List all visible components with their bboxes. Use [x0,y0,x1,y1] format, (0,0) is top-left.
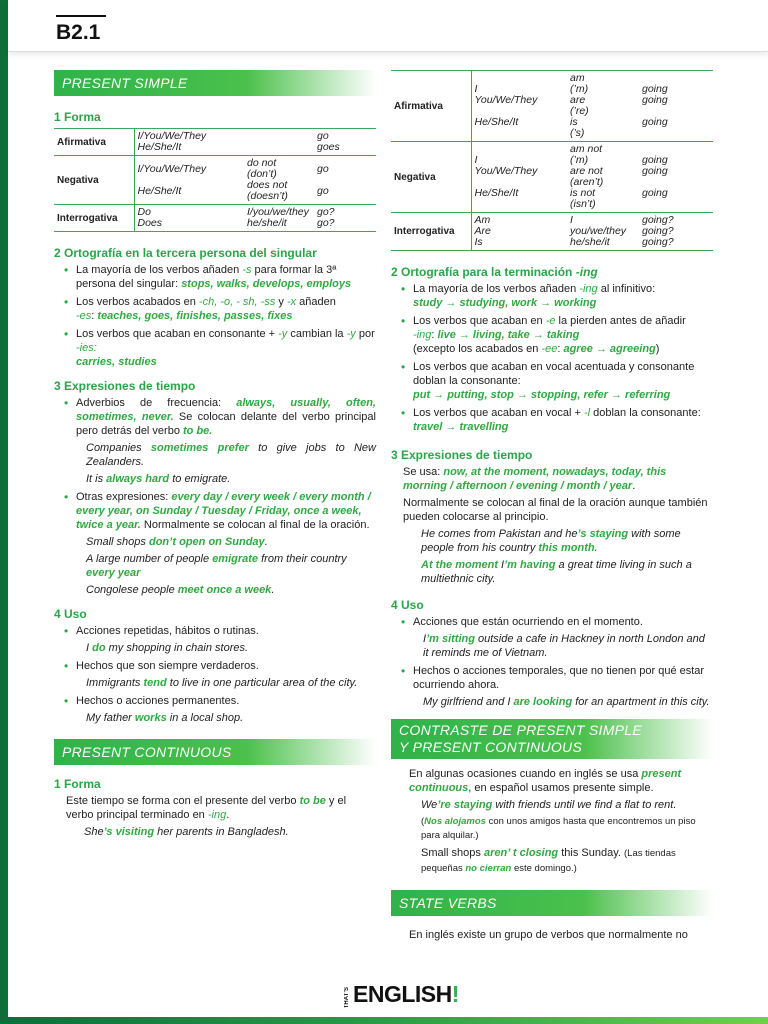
text: (Las tiendas pequeñas [421,848,676,874]
expresiones-heading: 3 Expresiones de tiempo [391,448,533,462]
list-item [401,615,713,660]
text: every year [86,567,141,579]
uso-list [401,615,713,709]
expresiones-note: Normalmente se colocan al final de la oración aunque también pueden colocarse al principio. [403,497,708,523]
present-continuous-banner: PRESENT CONTINUOUS [54,739,376,765]
list-item [401,282,713,310]
text: -ch, -o, - sh, -ss [198,296,276,308]
text: for an apartment in this city. [572,696,710,708]
text: Companies [86,442,151,454]
ortografia-heading: 2 Ortografía en la tercera persona del singular [54,246,317,260]
example [84,825,376,839]
text: Este tiempo se forma con el presente del verbo [66,795,300,807]
ortografia-ing-heading [391,265,713,279]
list-item [64,295,376,323]
aux-cell: am (’m) are (’re) is (’s) [570,72,589,139]
text: I [86,642,93,654]
text: do [92,642,106,654]
text: La mayoría de los verbos añaden [76,264,243,276]
text: We [421,799,438,811]
text: -ing [579,283,598,295]
contraste-text [409,767,713,795]
text: cambian la [287,328,347,340]
example [421,558,713,586]
text: PRESENT SIMPLE [516,722,643,738]
text: to emigrate. [169,473,231,485]
expresiones-text: Se usa: now, at the moment, nowadays, today, this morning / afternoon / evening / month / year. [403,466,667,492]
text: -ee [541,343,558,355]
table-row [391,142,713,213]
text: Se colocan delante del verbo principal pero detrás del verbo [76,411,376,437]
list-item [401,664,713,709]
text: Hechos que son siempre verdaderos. [76,660,259,672]
present-simple-banner: PRESENT SIMPLE [54,70,376,96]
text: -ies: [76,342,97,354]
row-label: Afirmativa [391,71,471,142]
text: emigrate [212,553,259,565]
text: este domingo.) [511,863,577,874]
text: por [355,328,375,340]
text: con unos amigos hasta que encontremos un piso para alquilar.) [421,816,696,841]
text: present continuous [409,768,682,794]
example [421,846,713,876]
forma2-heading: 1 Forma [54,777,101,791]
text: CONTRASTE DE [399,722,517,738]
table-row [391,71,713,142]
text: -es [76,310,92,322]
state-verbs-banner: STATE VERBS [391,890,713,916]
text: Small shops [421,847,484,859]
example [423,632,713,660]
text: . [271,584,275,596]
text: aren’ t closing [483,847,559,859]
forma-heading: 1 Forma [54,110,101,124]
text: , en español usamos presente simple. [468,782,654,794]
present-simple-table [54,128,376,232]
text: sometimes prefer [150,442,249,454]
list-item [64,263,376,291]
text: agree → agreeing [563,343,656,355]
verb-cell: go go [317,162,329,197]
text: works [134,712,167,724]
text: Los verbos que acaban en consonante + [76,328,279,340]
text: : [91,310,98,322]
example [86,583,376,597]
text: Normalmente se colocan al final de la oración. [140,519,370,531]
ortografia-list [64,263,376,369]
text: A large number of people [86,553,213,565]
expresiones-list [64,396,376,597]
text: to live in one particular area of the city. [166,677,358,689]
text: meet once a week [177,584,272,596]
text: y el verbo principal terminado en [66,795,347,821]
text: a great time living in such a multiethnic city. [421,559,692,585]
list-item [64,327,376,369]
example [86,552,376,580]
text: to be. [183,425,213,437]
state-verbs-text: En inglés existe un grupo de verbos que normalmente no [409,929,688,941]
text: Los verbos que acaban en vocal acentuada y consonante doblan la consonante: [413,361,695,387]
text: al infinitivo: [597,283,656,295]
text: ) [655,343,660,355]
text: Nos alojamos [424,816,486,827]
text: Otras expresiones: [76,491,172,503]
text: Y [399,739,413,755]
text: -l [583,407,591,419]
text: . [264,536,268,548]
text: ’s visiting [103,826,155,838]
list-item [401,360,713,402]
text: (excepto los acabados en [413,343,542,355]
text: are looking [513,696,573,708]
text: her parents in Bangladesh. [154,826,289,838]
text: outside a cafe in Hackney in north London and it reminds me of Vietnam. [423,633,705,659]
text: always, usually, often, sometimes, never. [76,397,376,423]
table-row [54,156,376,205]
text: My girlfriend and I [423,696,514,708]
text: Acciones que están ocurriendo en el momento. [413,616,643,628]
text: En algunas ocasiones cuando en inglés se usa [409,768,642,780]
text: don’t open on Sunday [148,536,265,548]
translation [421,815,713,843]
text: Los verbos que acaban en [413,315,546,327]
example [86,711,376,725]
row-label: Interrogativa [391,213,471,251]
subject-cell: Am Are Is [474,214,491,248]
text: to be [299,795,326,807]
subject-cell: I You/We/They He/She/It [474,83,538,128]
text: ’re staying [437,799,493,811]
list-item [64,694,376,725]
text: tend [143,677,167,689]
uso-list [64,624,376,725]
text: : [557,343,564,355]
text: with some people from his country [421,528,681,554]
left-column [54,60,376,842]
present-continuous-table [391,70,713,251]
text: para formar la 3ª persona del singular: [76,264,337,290]
subject-cell: Do Does [137,206,163,229]
text: ’m having [504,559,556,571]
text: He comes from Pakistan and he [421,528,578,540]
aux-cell: do not (don’t) does not (doesn’t) [247,157,288,202]
verb-cell: going? going? going? [642,214,674,248]
text: añaden [296,296,336,308]
text: from their country [258,553,347,565]
subject-cell: I/You/We/They He/She/It [137,130,207,153]
text: doblan la consonante: [590,407,701,419]
example [86,472,376,486]
list-item [64,396,376,486]
text: Hechos o acciones permanentes. [76,695,240,707]
example: He comes from Pakistan and he’s staying with some people from his country this month. [421,528,681,554]
example [86,641,376,655]
logo-tiny-text: THAT’S [344,986,350,1008]
text: y [275,296,287,308]
aux-cell: I you/we/they he/she/it [570,214,627,248]
text: At the moment [421,559,498,571]
list-item [64,490,376,597]
example [421,798,713,812]
text: ’s staying [577,528,629,540]
text: teaches, goes, finishes, passes, fixes [97,310,293,322]
subject-cell: I/You/We/They He/She/It [137,162,207,197]
level-title: B2.1 [56,21,101,44]
top-bar [8,0,768,52]
verb-cell: going going going [642,154,668,199]
contraste-banner [391,719,713,759]
example [86,676,376,690]
verb-cell: going going going [642,83,668,128]
text: in a local shop. [166,712,244,724]
text: Adverbios de frecuencia: [76,397,237,409]
text: -e [545,315,556,327]
text: I [423,633,427,645]
text: -ing [413,329,432,341]
text: to give jobs to New Zealanders. [86,442,376,468]
text: Immigrants [86,677,144,689]
table-row [54,205,376,232]
right-column [391,70,713,942]
text: now, at the moment, nowadays, today, this morning / afternoon / evening / month / year [403,466,667,492]
verb-cell: go goes [317,130,340,153]
text: Small shops [86,536,149,548]
text: Los verbos que acaban en vocal + [413,407,584,419]
subject-cell: I You/We/They He/She/It [474,154,538,199]
row-label: Interrogativa [54,205,134,232]
aux-cell: I/you/we/they he/she/it [247,206,309,229]
text: carries, studies [76,356,157,368]
text: every day / every week / every month / every year, on Sunday / Tuesday / Friday, once a week, twice a year. [76,491,371,531]
text: I [498,559,505,571]
text: La mayoría de los verbos añaden [413,283,580,295]
list-item [401,406,713,434]
text: put → putting, stop → stopping, refer → referring [413,389,671,401]
text: -x [286,296,297,308]
text: It is [86,473,107,485]
row-label: Negativa [391,142,471,213]
text: Los verbos acabados en [76,296,199,308]
text: always hard [106,473,170,485]
text: My father [86,712,135,724]
row-label: Afirmativa [54,129,134,156]
text: live → living, take → taking [437,329,580,341]
text: this Sunday. [558,847,624,859]
text: -y [346,328,356,340]
text: this month [538,542,595,554]
uso-heading: 4 Uso [54,607,87,621]
text: Se usa: [403,466,444,478]
text: Congolese people [86,584,178,596]
text: my shopping in chain stores. [105,642,249,654]
logo-main-text: ENGLISH [353,981,452,1007]
example [86,441,376,469]
text: stops, walks, develops, employs [181,278,352,290]
expresiones-heading: 3 Expresiones de tiempo [54,379,196,393]
example [86,535,376,549]
text: Hechos o acciones temporales, que no tienen por qué estar ocurriendo ahora. [413,665,705,691]
text: -s [242,264,252,276]
forma2-text: Este tiempo se forma con el presente del verbo to be y el verbo principal terminado en -ing. [66,795,347,821]
text: She [84,826,104,838]
logo-exclamation: ! [451,981,460,1007]
text: travel → travelling [413,421,509,433]
text: with friends until we find a flat to rent. [492,799,677,811]
text: no cierran [465,863,512,874]
ortografia-ing-list [401,282,713,434]
text: Acciones repetidas, hábitos o rutinas. [76,625,259,637]
level-rule [56,15,106,17]
list-item [64,659,376,690]
example [423,695,713,709]
text: ( [421,816,425,827]
text: 2 Ortografía para la terminación [391,265,576,279]
text: PRESENT CONTINUOUS [412,739,583,755]
list-item [64,624,376,655]
text: -ing [207,809,227,821]
text: la pierden antes de añadir [555,315,686,327]
list-item: • Los verbos que acaban en -e la pierden antes de añadir -ing: live → living, take → taking (excepto los acabados en -ee: agree → agreeing) [401,314,713,356]
row-label: Negativa [54,156,134,205]
aux-cell: am not (’m) are not (aren’t) is not (isn’t) [570,143,604,210]
aux-cell [244,129,314,156]
thats-english-logo [344,982,459,1008]
table-row [54,129,376,156]
table-row [391,213,713,251]
text: study → studying, work → working [413,297,597,309]
text: -ing [575,265,598,279]
text: -y [278,328,288,340]
uso-heading: 4 Uso [391,598,424,612]
verb-cell: go? go? [317,206,335,229]
text: ’m sitting [426,633,475,645]
